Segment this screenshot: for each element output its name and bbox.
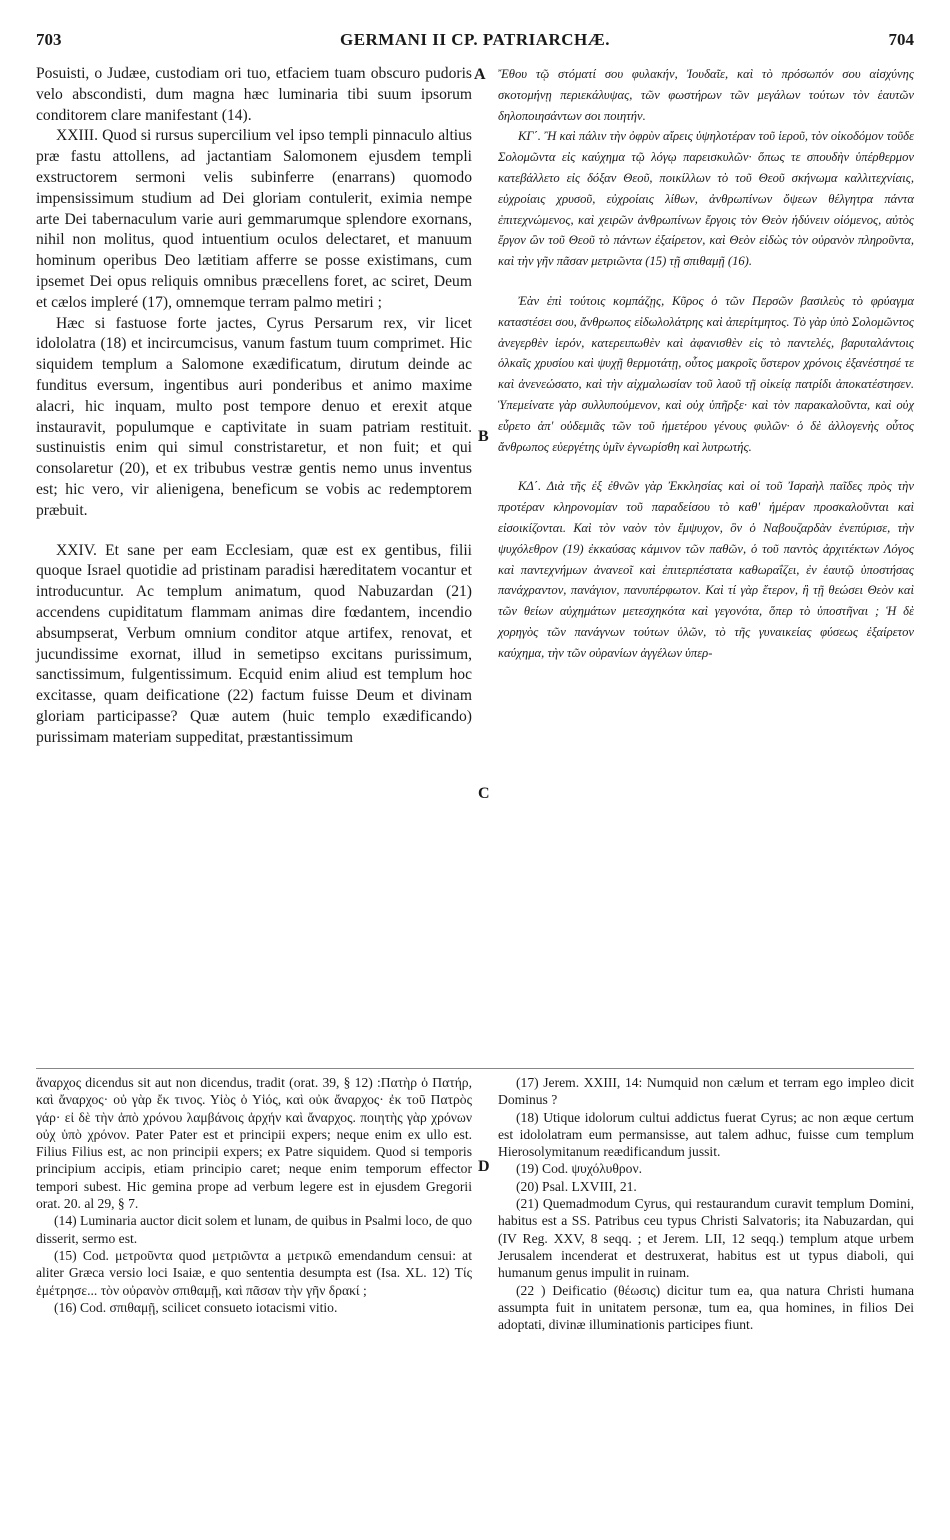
footnote: (21) Quemadmodum Cyrus, qui restaurandum curavit templum Domini, habitus est a SS. Patribus ceu typus Christi Salvatoris; ita Nabuzardan, qui (IV Reg. XXV, 8 seqq. ; et Jerem. LII, 12 seqq.) templum atque urbem Jerusalem incenderat et destruxerat, habitus est ut typus diaboli, qui humanum genus impulit in ruinam.	[498, 1196, 914, 1281]
latin-column	[36, 64, 472, 749]
margin-marker-c: C	[478, 785, 490, 802]
page-number-right: 704	[888, 30, 914, 49]
latin-paragraph: XXIV. Et sane per eam Ecclesiam, quæ est ex gentibus, filii quoque Israel quotidie ad pristinam paradisi hæreditatem vocantur et introducuntur. Ac templum animatum, quod Nabuzardan (21) accendens cupiditatum flammam animas dire fœdantem, incendio absumpserat, Verbum omnium conditor atque artifex, renovat, et jucundissime exornat, illud in semetipso excitans purissimum, sanctissimum, fulgentissimum. Ecquid enim aliud est templum hoc excitasse, quam deificatione (22) factum fuisse Deum et divinam gloriam participasse? Quæ autem (huic templo exædificando) purissimam materiam suppeditat, præstantissimum	[36, 541, 472, 746]
footnote: (16) Cod. σπιθαμῇ, scilicet consueto iotacismi vitio.	[54, 1299, 338, 1315]
greek-column	[498, 64, 914, 664]
footnote: (15) Cod. μετροῦντα quod μετριῶντα a μετρικῶ emendandum censui: at aliter Græca versio loci Isaiæ, e quo sententia desumpta est (Isa. XL. 12) Τίς ἐμέτρησε... τὸν οὐρανὸν σπιθαμῇ, καὶ πᾶσαν τὴν γῆν δρακί ;	[36, 1247, 472, 1298]
footnotes-left	[36, 1074, 472, 1316]
greek-paragraph: Ἔθου τῷ στόματί σου φυλακήν, Ἰουδαῖε, καὶ τὸ πρόσωπόν σου αἰσχύνης σκοτομήνῃ περιεκάλυψας, τῶν φωστήρων τῶν μεγάλων τούτων τὸν ἑαυτῶν δηλοποιησάντων σοι ποιητήν.	[498, 67, 914, 123]
greek-paragraph: ΚΓ΄. Ἢ καὶ πάλιν τὴν ὀφρὺν αἴρεις ὑψηλοτέραν τοῦ ἱεροῦ, τὸν οἰκοδόμον τοῦδε Σολομῶντα εἰς καύχημα τῷ λόγῳ παρεισκυλῶν· ὅπως τε σπουδὴν ὑπέρθερμον κατεβάλλετο εἰς δόξαν Θεοῦ, ποικίλλων τὸ τοῦ Θεοῦ σκήνωμα καλλιτεχνίαις, εὐχροίαις χρυσοῦ, εὐχροίαις λίθων, ἀνθρωπίνων ὄψεων θέλγητρα πάντα ἐπιτεχνώμενος, καὶ χειρῶν ἀνθρωπίνων ἔργοις τὸν Θεὸν ἡδύνειν οἰόμενος, αὐτὸς ἔργον ὢν τοῦ Θεοῦ τὸ πάντων ἐξαίρετον, καὶ Θεὸν εἰδὼς τὸν οὐρανὸν πληροῦντα, καὶ τὴν γῆν πᾶσαν μετριῶντα (15) τῇ σπιθαμῇ (16).	[498, 129, 914, 269]
margin-marker-a: A	[474, 66, 486, 83]
footnotes-right	[498, 1074, 914, 1333]
footnote: (17) Jerem. XXIII, 14: Numquid non cælum et terram ego impleo dicit Dominus ?	[498, 1075, 914, 1108]
footnote: ἄναρχος dicendus sit aut non dicendus, tradit (orat. 39, § 12) :Πατὴρ ὁ Πατήρ, καὶ ἄναρχος· οὐ γὰρ ἔκ τινος. Υἱὸς ὁ Υἱός, καὶ οὐκ ἄναρχος· ἐκ τοῦ Πατρὸς γάρ· εἰ δὲ τὴν ἀπὸ χρόνου λαμβάνοις ἀρχήν καὶ ἄναρχος. ποιητὴς γὰρ χρόνων οὐχ ὑπὸ χρόνον. Pater Pater est et principii expers; neque enim ex ullo est. Filius Filius est, ac non principii expers; ex Patre siquidem. Quod si temporis principium accipis, etiam principio caret; neque enim temporum effector tempori subest. Hic gemina prope ad verbum legere est in ejusdem Gregorii orat. 20. al 29, § 7.	[36, 1075, 472, 1212]
footnote: (18) Utique idolorum cultui addictus fuerat Cyrus; ac non æque certum est idololatram eum permansisse, aut talem adhuc, fuisse cum templum Hierosolymitanum reædificandum jussit.	[498, 1109, 914, 1160]
latin-paragraph: Hæc si fastuose forte jactes, Cyrus Persarum rex, vir licet idololatra (18) et incircumcisus, vanum fastum tuum comprimet. Hic siquidem templum a Salomone exædificatum, dirutum deinde ac funditus eversum, ingentibus auri ponderibus et animo maxime alacri, hic inquam, multo post tempore denuo et erexit atque instauravit, populumque e captivitate in suam patriam restituit. sustinuistis enim qui simul constristaretur, et non fuit; et qui consolaretur (20), et ex tribubus vestræ gentis nemo unus inventus est; hic vero, vir alienigena, beneficum se vobis ac redemptorem præbuit.	[36, 314, 472, 519]
latin-paragraph: Posuisti, o Judæe, custodiam ori tuo, etfaciem tuam obscuro pudoris velo abscondisti, dum magna hæc luminaria tibi suum ipsorum conditorem clare manifestant (14).	[36, 65, 472, 124]
margin-marker-d: D	[478, 1158, 490, 1175]
page-header	[36, 30, 914, 56]
running-title: GERMANI II CP. PATRIARCHÆ.	[339, 30, 611, 49]
greek-paragraph: Ἐὰν ἐπὶ τούτοις κομπάζῃς, Κῦρος ὁ τῶν Περσῶν βασιλεὺς τὸ φρύαγμα καταστέσει σου, ἄνθρωπος εἰδωλολάτρης καὶ ἀπερίτμητος. Τὸ γὰρ ὑπὸ Σολομῶντος ἀνεγερθὲν ἱερόν, κατερειπωθὲν καὶ ἀφανισθὲν εἰς τὸ παντελές, βαρυταλάντοις ὁλκαῖς χρυσίου καὶ ψυχῇ θερμοτάτῃ, οὗτος μακροῖς ὕστερον χρόνοις ἐξανέστησέ τε καὶ ἀνενεώσατο, καὶ τὴν αἰχμαλωσίαν τοῦ λαοῦ τῇ οἰκείᾳ πατρίδι ἀποκατέστησεν. Ὑπεμείνατε γὰρ συλλυπούμενον, καὶ οὐχ ὑπῆρξε· καὶ τὸν παρακαλοῦντα, καὶ οὐχ εὗρετο ἀπ' οὐδεμιᾶς τῶν τοῦ ἡμετέρου γένους φυλῶν· ὁ δὲ ἀλλογενὴς οὗτος ἄνθρωπος εὐεργέτης ὑμῖν ἐγνωρίσθη καὶ λυτρωτής.	[498, 293, 914, 454]
latin-paragraph: XXIII. Quod si rursus supercilium vel ipso templi pinnaculo altius præ fastu attollens, ad jactantiam Salomonem ejusdem templi exstructorem sermoni velis subinferre (enarrans) quomodo impensissimum studium ad Dei gloriam contulerit, eximia nempe arte Dei tabernaculum varie auri gemmarumque splendore exornans, nihil non molitus, quod intuentium oculos delectaret, et manuum hominum operibus Deo lætitiam afferre se posse existimans, cum ipsemet Dei opus reliquis omnibus præcellens foret, ac sciret, Deum et cælos impleré (17), omnemque terram palmo metiri ;	[36, 127, 472, 311]
page-number-left: 703	[36, 30, 62, 49]
footnote: (19) Cod. ψυχόλυθρον.	[516, 1161, 642, 1177]
footnote: (14) Luminaria auctor dicit solem et lunam, de quibus in Psalmi loco, de quo disserit, sermo est.	[36, 1213, 472, 1246]
margin-marker-b: B	[478, 428, 489, 445]
footnote: (20) Psal. LXVIII, 21.	[516, 1178, 637, 1194]
footnote: (22 ) Deificatio (θέωσις) dicitur tum ea, qua natura Christi humana assumpta fuit in unitatem personæ, tum ea, qua homines, in filios Dei adoptati, divinæ illuminationis participes fiunt.	[498, 1282, 914, 1333]
footnote-rule	[36, 1068, 914, 1069]
greek-paragraph: ΚΔ΄. Διὰ τῆς ἐξ ἐθνῶν γὰρ Ἐκκλησίας καὶ οἱ τοῦ Ἰσραὴλ παῖδες πρὸς τὴν προτέραν κληρονομίαν τοῦ παραδείσου τὸ καθ' ἡμέραν προσκαλοῦνται καὶ εἰσοικίζονται. Καὶ τὸν ναὸν τὸν ἔμψυχον, ὃν ὁ Ναβουζαρδὰν ἐνεπύρισε, τὴν ψυχόλεθρον (19) ἐκκαύσας κάμινον τῶν παθῶν, ὁ τοῦ παντὸς ἀρχιτέκτων Λόγος καὶ παντεχνήμων ἀνανεοῖ καὶ ἐπιτερπέστατα καθωραΐζει, ἐν ἑαυτῷ ὑποστήσας πανάχραντον, πανάγιον, πανυπέρφωτον. Καὶ τί γὰρ ἕτερον, ἢ τῇ θεώσει Θεὸν καὶ τῶν θείων αὐχημάτων μετεσχηκότα καὶ γεγονότα, ὅπερ τὸ ὑποστῆναι ; Ἡ δὲ χορηγὸς τῶν πανάγνων τούτων ὑλῶν, τὸ τῆς γυναικείας φύσεως ἐξαίρετον καύχημα, τὴν τῶν οὐρανίων ἀγγέλων ὑπερ-	[498, 479, 914, 660]
